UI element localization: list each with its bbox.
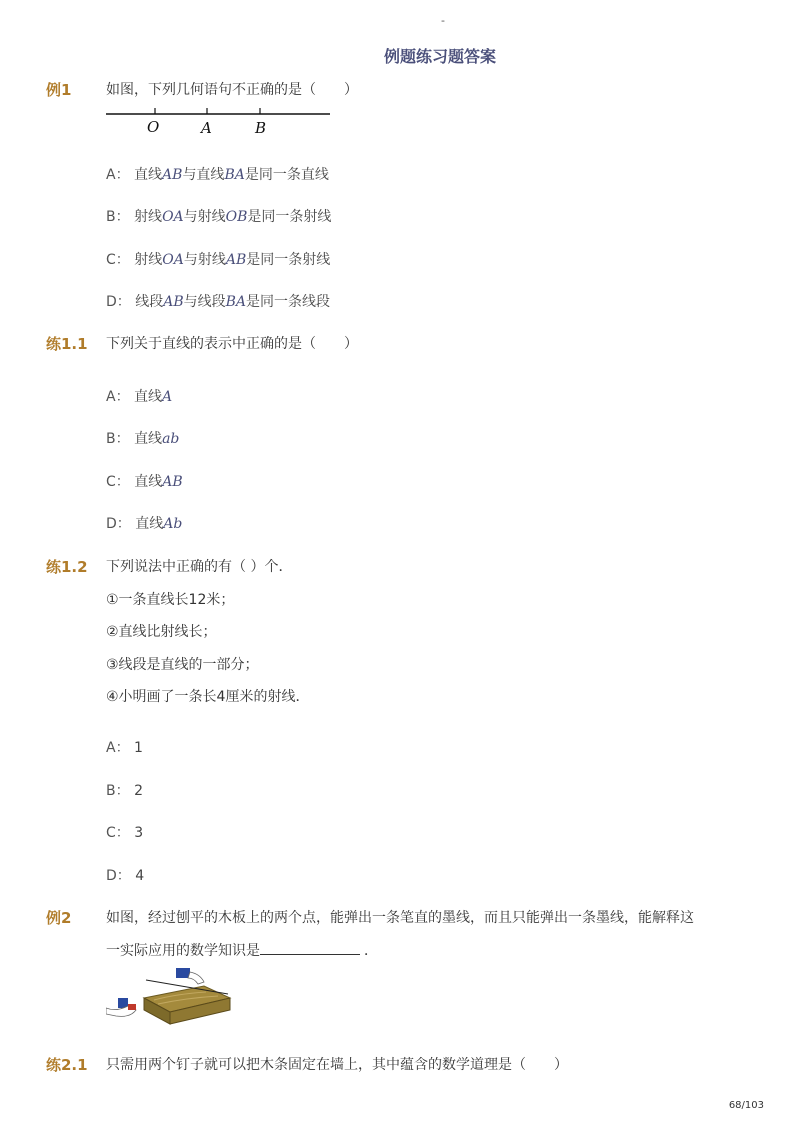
statement-2: ②直线比射线长； [106, 624, 217, 640]
pr11-option-b[interactable]: B： 直线ab [106, 431, 180, 447]
practice-1-1-label: 练1.1 [46, 335, 88, 353]
example-1-label: 例1 [46, 81, 72, 99]
point-label-b: B [255, 119, 267, 137]
practice-1-2-label: 练1.2 [46, 558, 88, 576]
pr12-option-b[interactable]: B： 2 [106, 783, 143, 799]
pr11-option-d[interactable]: D： 直线Ab [106, 516, 183, 532]
wood-board-ink-line-illustration [106, 964, 236, 1030]
ex1-option-b[interactable]: B： 射线OA与射线OB是同一条射线 [106, 209, 332, 225]
example-2-line-2: 一实际应用的数学知识是 ． [106, 940, 378, 960]
statement-1: ①一条直线长12米； [106, 592, 235, 608]
practice-2-1-label: 练2.1 [46, 1056, 88, 1074]
point-label-a: A [201, 119, 212, 137]
header-mark: - [441, 14, 445, 27]
practice-2-1-question: 只需用两个钉子就可以把木条固定在墙上，其中蕴含的数学道理是（ ） [106, 1057, 568, 1073]
practice-1-1-question: 下列关于直线的表示中正确的是（ ） [106, 336, 358, 352]
example-2-line-1: 如图，经过刨平的木板上的两个点，能弹出一条笔直的墨线，而且只能弹出一条墨线，能解释这 [106, 910, 694, 926]
pr11-option-c[interactable]: C： 直线AB [106, 474, 183, 490]
pr12-option-c[interactable]: C： 3 [106, 825, 144, 841]
pr12-option-a[interactable]: A： 1 [106, 740, 143, 756]
point-label-o: O [147, 118, 160, 136]
example-2-label: 例2 [46, 909, 72, 927]
statement-4: ④小明画了一条长4厘米的射线． [106, 689, 310, 705]
practice-1-2-question: 下列说法中正确的有（ ）个． [106, 559, 293, 575]
ex1-option-a[interactable]: A： 直线AB与直线BA是同一条直线 [106, 167, 329, 183]
answer-blank[interactable] [260, 940, 360, 955]
pr11-option-a[interactable]: A： 直线A [106, 389, 173, 405]
page-title: 例题练习题答案 [383, 47, 496, 66]
statement-3: ③线段是直线的一部分； [106, 657, 259, 673]
example-1-question: 如图，下列几何语句不正确的是（ ） [106, 82, 358, 98]
pr12-option-d[interactable]: D： 4 [106, 868, 145, 884]
ex1-option-d[interactable]: D： 线段AB与线段BA是同一条线段 [106, 294, 331, 310]
number-line-figure [106, 104, 332, 138]
page-number: 68/103 [728, 1100, 764, 1111]
ex1-option-c[interactable]: C： 射线OA与射线AB是同一条射线 [106, 252, 331, 268]
